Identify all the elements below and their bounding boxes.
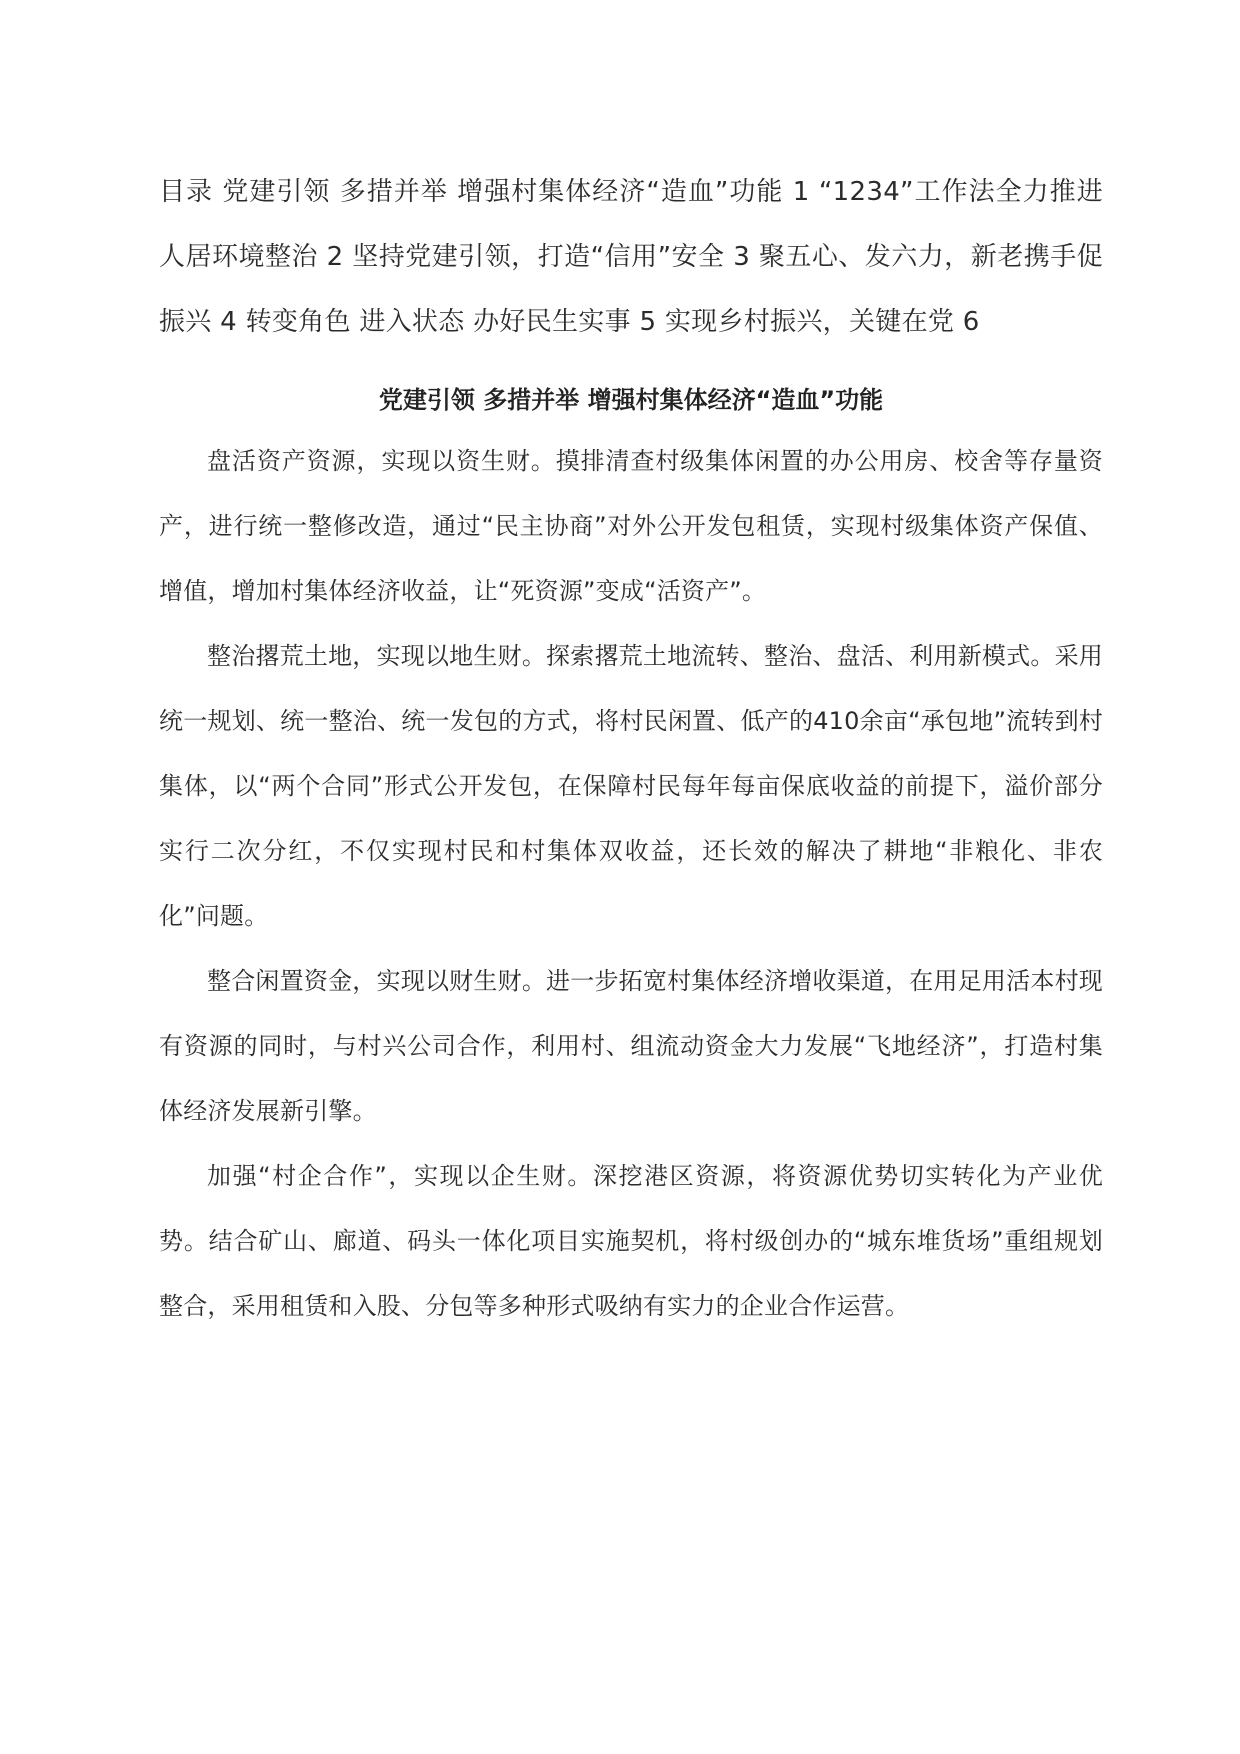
document-content — [159, 160, 1103, 1339]
section-title: 党建引领 多措并举 增强村集体经济“造血”功能 — [378, 386, 884, 414]
paragraph-assets: 盘活资产资源，实现以资生财。摸排清查村级集体闲置的办公用房、校舍等存量资产，进行统一整修改造，通过“民主协商”对外公开发包租赁，实现村级集体资产保值、增值，增加村集体经济收益，让“死资源”变成“活资产”。 — [159, 447, 1103, 605]
table-of-contents: 目录 党建引领 多措并举 增强村集体经济“造血”功能 1 “1234”工作法全力推进人居环境整治 2 坚持党建引领，打造“信用”安全 3 聚五心、发六力，新老携手促振兴 4 转变角色 进入状态 办好民生实事 5 实现乡村振兴，关键在党 6 — [159, 177, 1103, 337]
paragraph-land: 整治撂荒土地，实现以地生财。探索撂荒土地流转、整治、盘活、利用新模式。采用统一规划、统一整治、统一发包的方式，将村民闲置、低产的410余亩“承包地”流转到村集体，以“两个合同”形式公开发包，在保障村民每年每亩保底收益的前提下，溢价部分实行二次分红，不仅实现村民和村集体双收益，还长效的解决了耕地“非粮化、非农化”问题。 — [159, 642, 1103, 930]
paragraph-enterprise: 加强“村企合作”，实现以企生财。深挖港区资源，将资源优势切实转化为产业优势。结合矿山、廊道、码头一体化项目实施契机，将村级创办的“城东堆货场”重组规划整合，采用租赁和入股、分包等多种形式吸纳有实力的企业合作运营。 — [159, 1162, 1103, 1320]
paragraph-funds: 整合闲置资金，实现以财生财。进一步拓宽村集体经济增收渠道，在用足用活本村现有资源的同时，与村兴公司合作，利用村、组流动资金大力发展“飞地经济”，打造村集体经济发展新引擎。 — [159, 967, 1103, 1125]
